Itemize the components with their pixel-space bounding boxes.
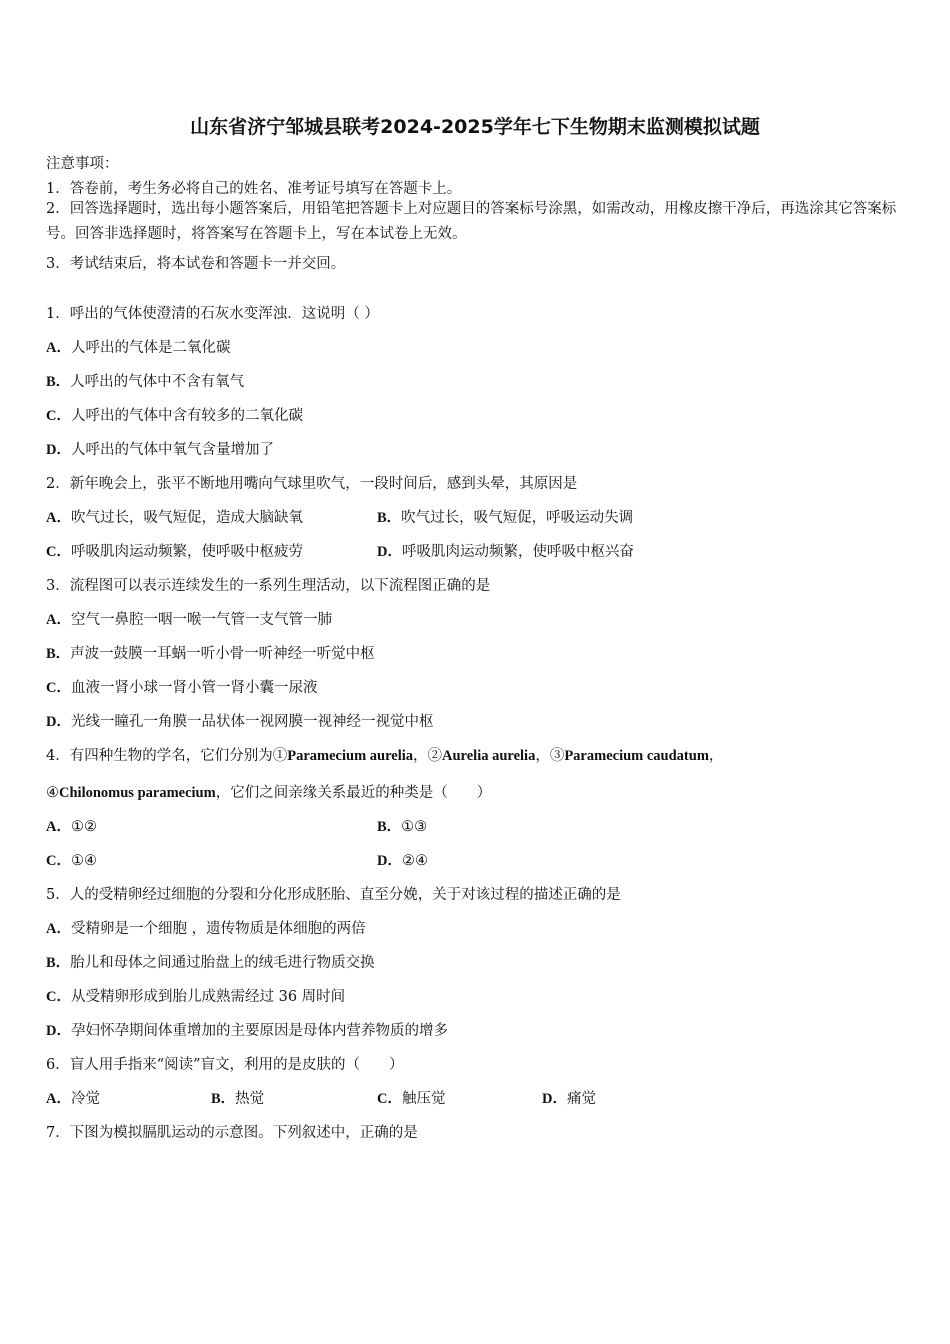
option-text: 热觉 (235, 1091, 265, 1107)
option-text: 孕妇怀孕期间体重增加的主要原因是母体内营养物质的增多 (70, 1023, 448, 1039)
option-text: 声波一鼓膜一耳蜗一听小骨一听神经一听觉中枢 (70, 646, 375, 662)
option-text: 冷觉 (70, 1091, 100, 1107)
option-text: 吹气过长，吸气短促，造成大脑缺氧 (70, 510, 303, 526)
option-label: A． (46, 921, 71, 937)
notice-item: 2．回答选择题时，选出每小题答案后，用铅笔把答题卡上对应题目的答案标号涂黑，如需改动，用橡皮擦干净后，再选涂其它答案标号。回答非选择题时，将答案写在答题卡上，写在本试卷上无效。 (46, 201, 897, 242)
option-label: D． (46, 1023, 71, 1039)
option-text: 人呼出的气体中不含有氧气 (70, 374, 245, 390)
answer-option[interactable] (46, 676, 317, 697)
answer-option[interactable] (46, 540, 303, 561)
scientific-name: Chilonomus paramecium (59, 785, 216, 801)
option-text: ①③ (401, 819, 428, 835)
option-label: B． (377, 819, 402, 835)
question-stem: 1．呼出的气体使澄清的石灰水变浑浊．这说明（ ） (46, 306, 379, 322)
option-text: 空气一鼻腔一咽一喉一气管一支气管一肺 (70, 612, 332, 628)
answer-option[interactable] (46, 1087, 100, 1108)
option-text: ①④ (70, 853, 97, 869)
question-stem-continued: ④Chilonomus paramecium，它们之间亲缘关系最近的种类是（ ） (46, 785, 492, 801)
option-label: B． (46, 374, 71, 390)
option-label: C． (46, 989, 71, 1005)
question-stem: 3．流程图可以表示连续发生的一系列生理活动，以下流程图正确的是 (46, 578, 491, 594)
answer-option[interactable] (46, 1019, 448, 1040)
answer-option[interactable] (46, 438, 274, 459)
answer-option[interactable] (46, 404, 303, 425)
option-text: 血液一肾小球一肾小管一肾小囊一尿液 (70, 680, 318, 696)
option-label: A． (46, 340, 71, 356)
answer-option[interactable] (46, 849, 97, 870)
option-label: A． (46, 510, 71, 526)
answer-option[interactable] (46, 642, 375, 663)
option-label: A． (46, 1091, 71, 1107)
option-label: D． (377, 544, 402, 560)
option-text: 吹气过长，吸气短促，呼吸运动失调 (401, 510, 634, 526)
option-label: D． (542, 1091, 567, 1107)
option-text: 光线一瞳孔一角膜一品状体一视网膜一视神经一视觉中枢 (70, 714, 434, 730)
scientific-name: Aurelia aurelia (442, 748, 536, 764)
answer-option[interactable] (377, 849, 428, 870)
option-text: 人呼出的气体中含有较多的二氧化碳 (70, 408, 303, 424)
answer-option[interactable] (46, 608, 332, 629)
answer-option[interactable] (46, 710, 433, 731)
answer-option[interactable] (46, 917, 366, 938)
option-label: C． (46, 544, 71, 560)
option-label: C． (46, 408, 71, 424)
answer-option[interactable] (46, 985, 345, 1006)
option-text: 痛觉 (566, 1091, 596, 1107)
option-text: 受精卵是一个细胞 ，遗传物质是体细胞的两倍 (70, 921, 366, 937)
option-text: ①② (70, 819, 97, 835)
question-stem: 5．人的受精卵经过细胞的分裂和分化形成胚胎、直至分娩，关于对该过程的描述正确的是 (46, 887, 621, 903)
option-label: D． (377, 853, 402, 869)
option-label: D． (46, 442, 71, 458)
option-text: 呼吸肌肉运动频繁，使呼吸中枢兴奋 (401, 544, 634, 560)
option-text: 人呼出的气体是二氧化碳 (70, 340, 231, 356)
option-text: 胎儿和母体之间通过胎盘上的绒毛进行物质交换 (70, 955, 375, 971)
option-label: D． (46, 714, 71, 730)
answer-option[interactable] (377, 506, 633, 527)
answer-option[interactable] (377, 815, 427, 836)
option-text: 触压觉 (401, 1091, 446, 1107)
question-stem: 2．新年晚会上，张平不断地用嘴向气球里吹气，一段时间后，感到头晕，其原因是 (46, 476, 578, 492)
option-label: C． (46, 853, 71, 869)
option-text: 从受精卵形成到胎儿成熟需经过 36 周时间 (70, 989, 346, 1005)
option-label: B． (377, 510, 402, 526)
answer-option[interactable] (46, 815, 97, 836)
answer-option[interactable] (377, 1087, 445, 1108)
notice-item: 3．考试结束后，将本试卷和答题卡一并交回。 (46, 256, 346, 272)
scientific-name: Paramecium caudatum (564, 748, 709, 764)
answer-option[interactable] (46, 951, 375, 972)
answer-option[interactable] (46, 370, 244, 391)
answer-option[interactable] (377, 540, 634, 561)
question-stem: 7．下图为模拟膈肌运动的示意图。下列叙述中，正确的是 (46, 1125, 418, 1141)
option-label: C． (377, 1091, 402, 1107)
answer-option[interactable] (46, 336, 230, 357)
option-label: B． (46, 646, 71, 662)
option-text: ②④ (401, 853, 428, 869)
scientific-name: Paramecium aurelia (287, 748, 414, 764)
option-text: 人呼出的气体中氧气含量增加了 (70, 442, 274, 458)
option-label: C． (46, 680, 71, 696)
answer-option[interactable] (211, 1087, 264, 1108)
option-label: A． (46, 819, 71, 835)
page-title: 山东省济宁邹城县联考2024-2025学年七下生物期末监测模拟试题 (190, 116, 760, 138)
notice-heading: 注意事项： (46, 156, 119, 172)
question-stem: 4．有四种生物的学名，它们分别为①Paramecium aurelia，②Aurelia aurelia，③Paramecium caudatum， (46, 748, 724, 764)
option-label: A． (46, 612, 71, 628)
option-label: B． (211, 1091, 236, 1107)
answer-option[interactable] (46, 506, 303, 527)
question-stem: 6．盲人用手指来“阅读”盲文，利用的是皮肤的（ ） (46, 1057, 404, 1073)
notice-item: 1．答卷前，考生务必将自己的姓名、准考证号填写在答题卡上。 (46, 181, 462, 197)
option-text: 呼吸肌肉运动频繁，使呼吸中枢疲劳 (70, 544, 303, 560)
answer-option[interactable] (542, 1087, 596, 1108)
option-label: B． (46, 955, 71, 971)
